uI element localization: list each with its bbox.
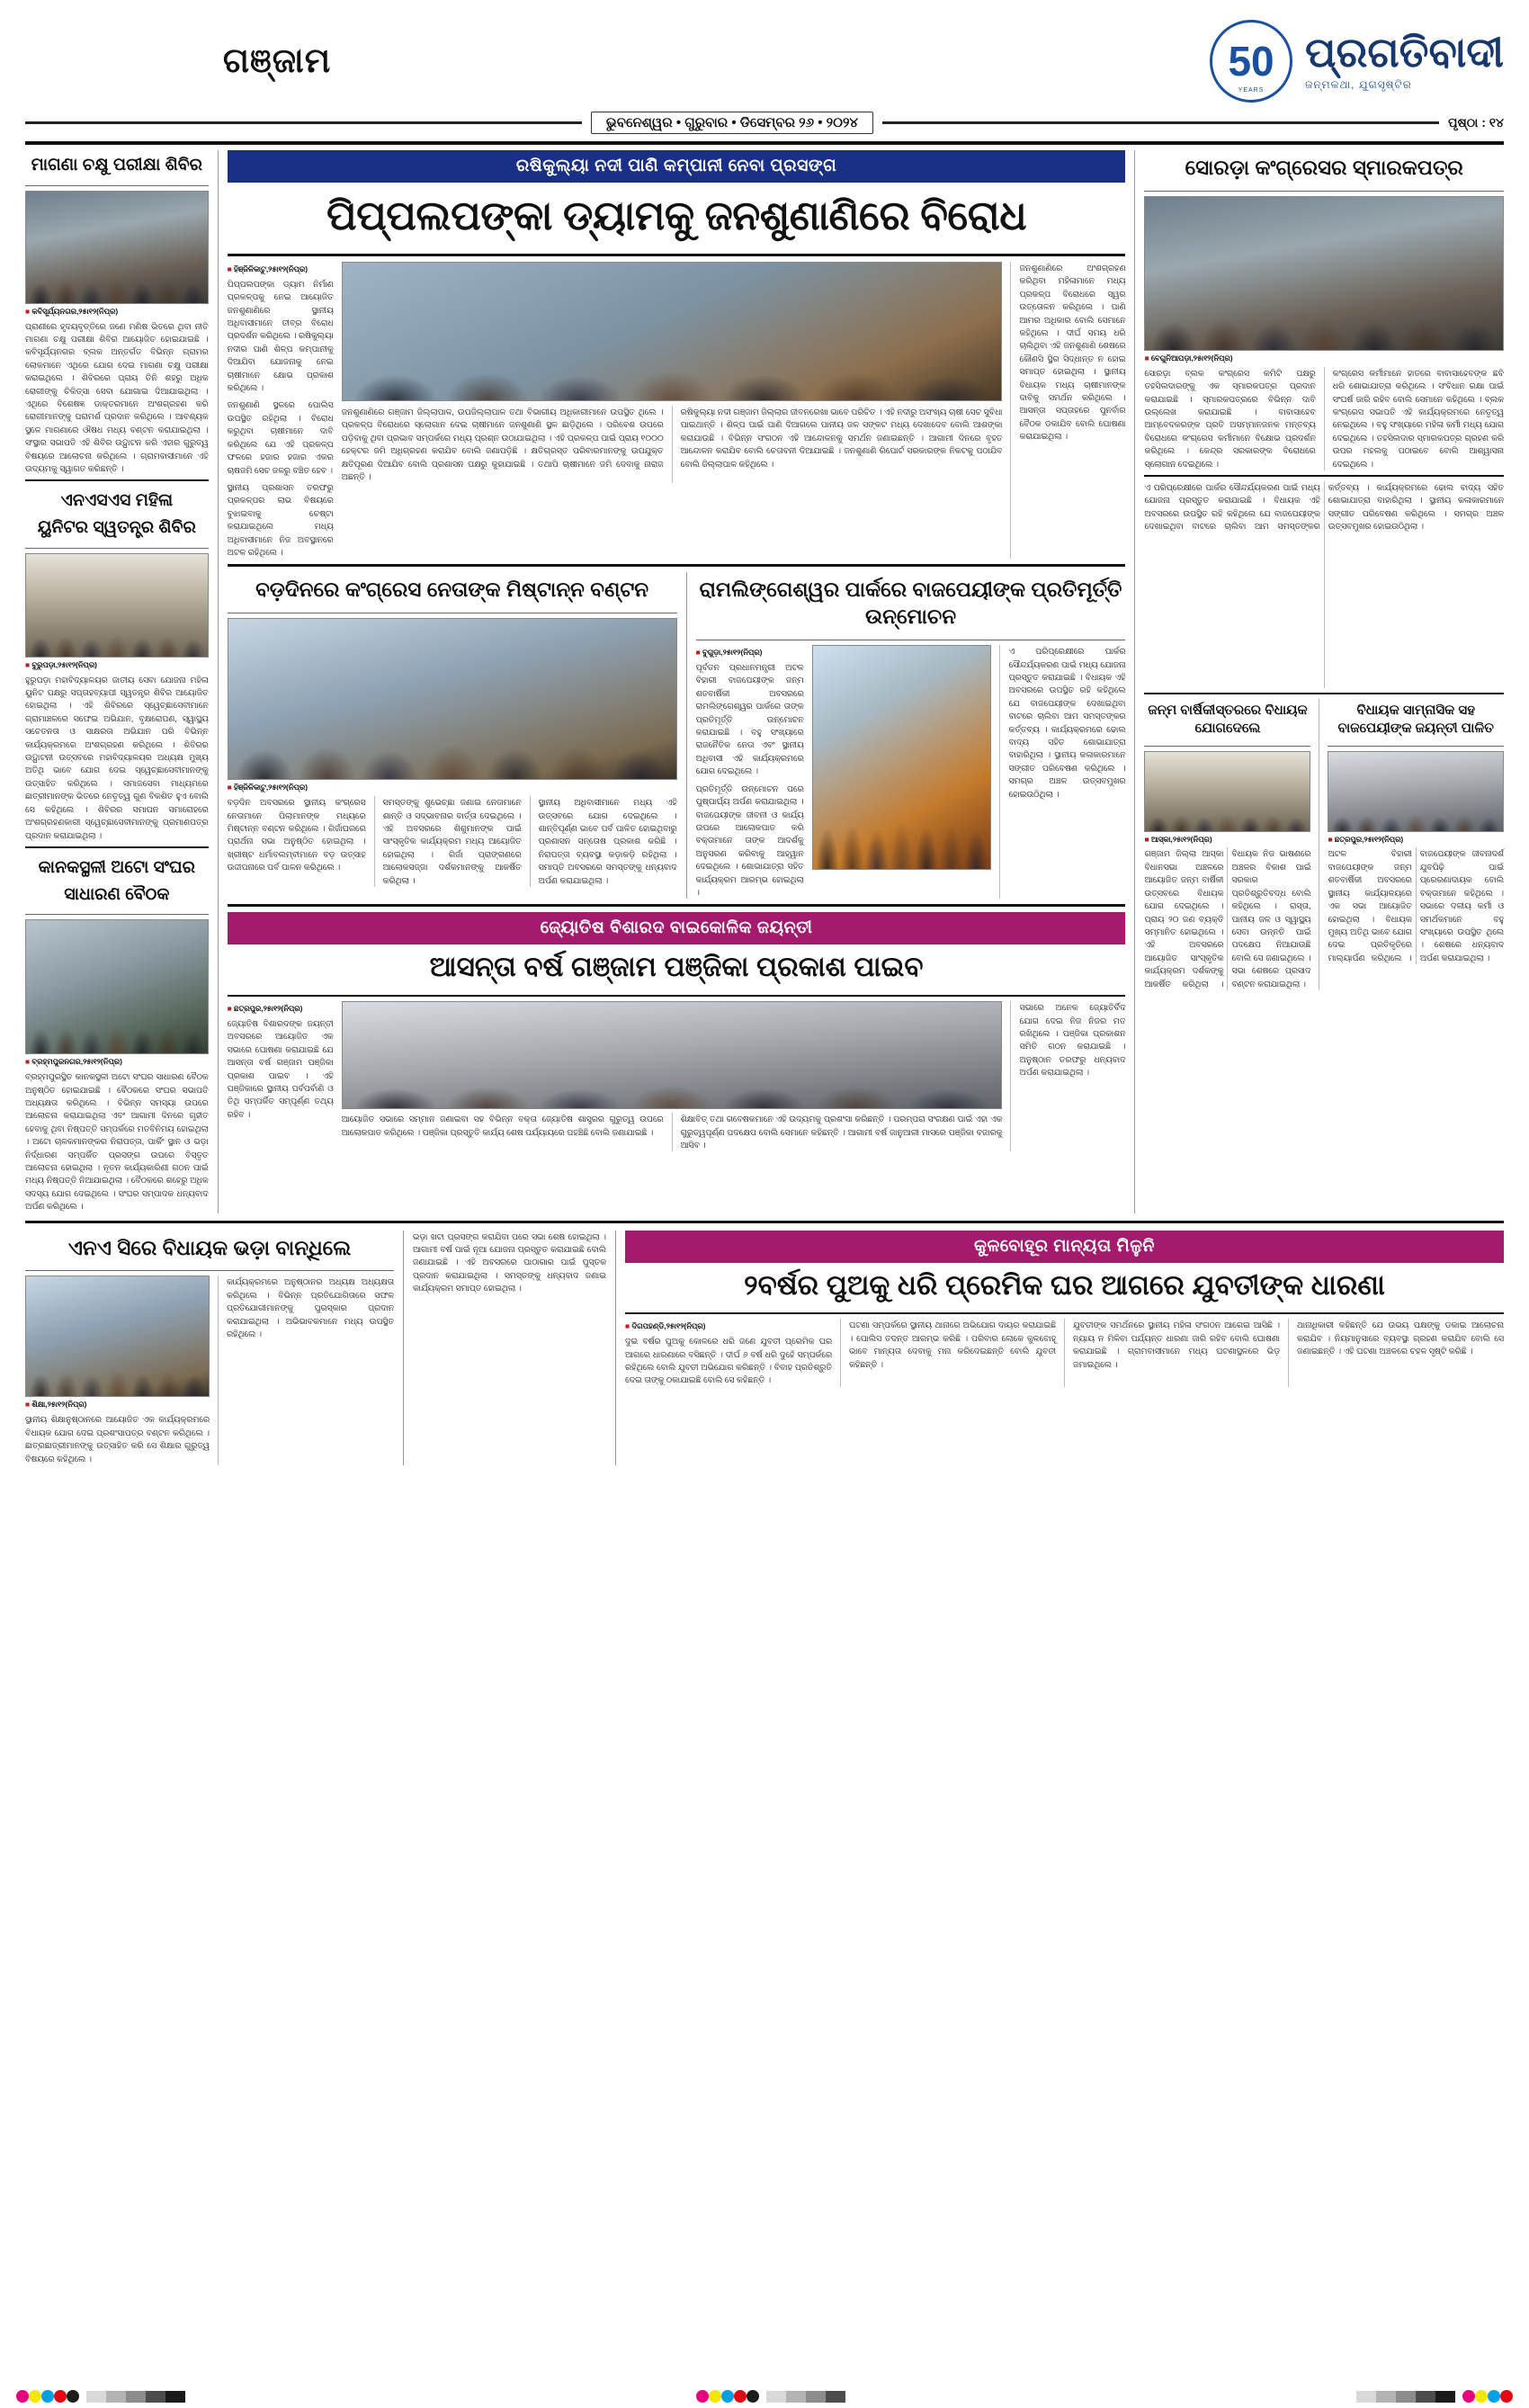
divider: [1010, 262, 1011, 559]
bullet-icon: ■: [1328, 834, 1333, 844]
divider: [530, 796, 531, 887]
photo-people-overlay: [343, 1050, 1002, 1108]
divider: [25, 1270, 394, 1271]
divider: [374, 796, 375, 887]
right-small-stories-row: [1144, 699, 1504, 990]
left-story-3-caption: [25, 1057, 209, 1067]
grey-ramp-left: [86, 2391, 185, 2403]
bottom-right-col-1-wrap: [625, 1319, 832, 1387]
lead-story-photo: [342, 262, 1003, 401]
photo-people-overlay: [1145, 787, 1310, 830]
left-story-2-headline-l1: ଏନଏସଏସ ମହିଳା: [60, 491, 174, 511]
bottom-right-story: [625, 1231, 1504, 1465]
bottom-right-col-1: ଦୁଇ ବର୍ଷର ପୁଅକୁ କୋଳରେ ଧରି ଜଣେ ଯୁବତୀ ପ୍ରେମିକ ଘର ଆଗରେ ଧାରଣାରେ ବସିଛନ୍ତି । ଦୀର୍ଘ ୬ ବର୍ଷ ଧରି ଦୁହେଁ ସମ୍ପର୍କରେ ରହିଥିଲେ ବୋଲି ଯୁବତୀ ଅଭିଯୋଗ କରିଛନ୍ତି । ବିବାହ ପ୍ରତିଶ୍ରୁତି ଦେଇ ତାଙ୍କୁ ଠକାଯାଇଛି ବୋଲି ସେ କହିଛନ୍ତି ।: [625, 1337, 832, 1385]
panchanga-story: [228, 912, 1126, 1151]
panchanga-col-2: ଆୟୋଜିତ ସଭାରେ ସମ୍ମାନ ଜଣାଇବା ସହ ବିଭିନ୍ନ ବକ୍ତା ଜ୍ୟୋତିଷ ଶାସ୍ତ୍ରର ଗୁରୁତ୍ୱ ଉପରେ ଆଲୋକପାତ କରିଥିଲେ । ପଞ୍ଜିକା ପ୍ରସ୍ତୁତି କାର୍ଯ୍ୟ ଶେଷ ପର୍ଯ୍ୟାୟରେ ପହଞ୍ଚିଛି ବୋଲି ଜଣାଯାଇଛି ।: [341, 1114, 664, 1137]
small-story-a-body: [1144, 847, 1310, 989]
bottom-left-col-1: ସ୍ଥାନୀୟ ଶିକ୍ଷାନୁଷ୍ଠାନରେ ଆୟୋଜିତ ଏକ କାର୍ଯ୍ୟକ୍ରମରେ ବିଧାୟକ ଯୋଗ ଦେଇ ପ୍ରଶଂସାପତ୍ର ବଣ୍ଟନ କରିଥିଲେ । ଛାତ୍ରଛାତ୍ରୀମାନଙ୍କୁ ଉତ୍ସାହିତ କରି ସେ ଶିକ୍ଷାର ଗୁରୁତ୍ୱ ବିଷୟରେ କହିଥିଲେ ।: [25, 1415, 210, 1464]
bottom-left-headline: ଏନଏ ସିରେ ବିଧାୟକ ଭଡ଼ା ବାନ୍ଧିଲେ: [67, 1235, 352, 1259]
color-dot-magenta: [696, 2390, 709, 2403]
caption-text: ବୁଗୁଡ଼ା,୨୫ା୧୨(ନିପ୍ର): [702, 648, 763, 658]
bullet-icon: ■: [25, 1057, 31, 1067]
right-column: [1144, 150, 1504, 1213]
bottom-divider: [25, 1221, 1504, 1223]
bullet-icon: ■: [227, 783, 232, 792]
date-rule-right: [882, 121, 1439, 124]
mid-left-headline: ବଡ଼ଦିନରେ କଂଗ୍ରେସ ନେତାଙ୍କ ମିଷ୍ଟାନ୍ନ ବଣ୍ଟନ: [255, 577, 649, 602]
photo-people-overlay: [26, 980, 208, 1053]
registration-left: [16, 2390, 185, 2403]
lead-story-kicker: ରଷିକୁଲ୍ୟା ନଦୀ ପାଣି କମ୍ପାନୀ ନେବା ପ୍ରସଙ୍ଗ: [228, 150, 1126, 183]
left-story-1-photo: [25, 191, 209, 304]
top-divider: [25, 141, 1504, 145]
bullet-icon: ■: [695, 648, 701, 658]
mid-right-col-2: ପ୍ରତିମୂର୍ତ୍ତି ଉନ୍ମୋଚନ ପରେ ପୁଷ୍ପାର୍ଘ୍ୟ ଅର୍ପଣ କରାଯାଇଥିଲା । ବାଜପେୟୀଙ୍କ ଜୀବନୀ ଓ କାର୍ଯ୍ୟ ଉପରେ ଆଲୋକପାତ କରି ବକ୍ତାମାନେ ତାଙ୍କ ଆଦର୍ଶକୁ ଅନୁସରଣ କରିବାକୁ ଆହ୍ୱାନ ଦେଇଥିଲେ । ଶୋଭାଯାତ୍ରା ସହିତ କାର୍ଯ୍ୟକ୍ରମ ଆରମ୍ଭ ହୋଇଥିଲା ।: [695, 783, 804, 897]
color-dot-red: [1500, 2390, 1513, 2403]
bottom-left-col-2: କାର୍ଯ୍ୟକ୍ରମରେ ଅନୁଷ୍ଠାନର ଅଧ୍ୟକ୍ଷ ଅଧ୍ୟକ୍ଷତା କରିଥିଲେ । ବିଭିନ୍ନ ପ୍ରତିଯୋଗିତାରେ ସଫଳ ପ୍ରତିଯୋଗୀମାନଙ୍କୁ ପୁରସ୍କାର ପ୍ରଦାନ କରାଯାଇଥିଲା । ଅଭିଭାବକମାନେ ମଧ୍ୟ ଉପସ୍ଥିତ ରହିଥିଲେ ।: [227, 1277, 394, 1339]
color-dot-black: [747, 2390, 759, 2403]
divider: [840, 1319, 841, 1387]
divider: [1288, 1319, 1289, 1387]
brand-tagline: ଜନ୍ମକଥା, ଯୁଗସୃଷ୍ଟିର: [1305, 77, 1412, 91]
divider: [672, 406, 673, 483]
divider: [1328, 746, 1504, 747]
color-dot-yellow: [1475, 2390, 1488, 2403]
panchanga-col-1: ଜ୍ୟୋତିଷ ବିଶାରଦଙ୍କ ଜୟନ୍ତୀ ଅବସରରେ ଆୟୋଜିତ ଏକ ସଭାରେ ଘୋଷଣା କରାଯାଇଛି ଯେ ଆସନ୍ତା ବର୍ଷ ଗଞ୍ଜାମ ପଞ୍ଜିକା ପ୍ରକାଶ ପାଇବ । ଏହି ପଞ୍ଜିକାରେ ସ୍ଥାନୀୟ ପର୍ବପର୍ବାଣି ଓ ତିଥି ସମ୍ପର୍କିତ ସମ୍ପୂର୍ଣ୍ଣ ତଥ୍ୟ ରହିବ ।: [227, 1019, 334, 1119]
color-dots-right: [1462, 2390, 1513, 2403]
mid-right-story: [696, 572, 1126, 899]
left-column: [25, 150, 209, 1213]
lead-para-3: ସ୍ଥାନୀୟ ପ୍ରଶାସନ ତରଫରୁ ପ୍ରକଳ୍ପର ଲାଭ ବିଷୟରେ ବୁଝାଇବାକୁ ଚେଷ୍ଟା କରାଯାଇଥିଲେ ମଧ୍ୟ ଅଧିବାସୀମାନେ ନିଜ ଅବସ୍ଥାନରେ ଅଟଳ ରହିଥିଲେ ।: [227, 482, 334, 557]
bullet-icon: ■: [25, 1400, 31, 1410]
date-bar: [25, 112, 1504, 134]
small-story-a-col-1: ଗଞ୍ଜାମ ଜିଲ୍ଲା ଆସ୍କା ବିଧାନସଭା ଅଞ୍ଚଳରେ ଆୟୋଜିତ ଜନ୍ମ ବାର୍ଷିକୀ ଉତ୍ସବରେ ବିଧାୟକ ଯୋଗ ଦେଇଥିଲେ । ପ୍ରାୟ ୨୦ ଜଣ ବ୍ୟକ୍ତି ସମ୍ମାନିତ ହୋଇଥିଲେ । ଏହି ଅବସରରେ ଆୟୋଜିତ ସାଂସ୍କୃତିକ କାର୍ଯ୍ୟକ୍ରମ ଦର୍ଶକଙ୍କୁ ଆକର୍ଷିତ କରିଥିଲା ।: [1144, 849, 1224, 989]
right-top-caption: [1144, 354, 1504, 363]
small-story-b-caption: [1328, 835, 1504, 845]
photo-people-overlay: [228, 691, 676, 779]
color-dot-magenta: [16, 2390, 29, 2403]
left-story-3-headline-l2: ସାଧାରଣ ବୈଠକ: [64, 884, 170, 904]
divider: [25, 479, 209, 481]
caption-text: ବୁରୁପଡ଼ା,୨୫ା୧୨(ନିପ୍ର): [31, 659, 97, 669]
brand-name: ପ୍ରଗତିବାଦୀ: [1305, 28, 1504, 76]
anniversary-logo-icon: [1210, 20, 1292, 103]
bottom-left-col-3: ଭଡ଼ା ଖଟା ପ୍ରସଙ୍ଗ କରାଯିବା ପରେ ସଭା ଶେଷ ହୋଇଥିଲା । ଆଗାମୀ ବର୍ଷ ପାଇଁ ନୂଆ ଯୋଜନା ପ୍ରସ୍ତୁତ କରାଯାଇଛି ବୋଲି ଜଣାଯାଇଛି । ଏହି ଅବସରରେ ପାଠାଗାର ପାଇଁ ପୁସ୍ତକ ପ୍ରଦାନ କରାଯାଇଥିଲା । ସମସ୍ତଙ୍କୁ ଧନ୍ୟବାଦ ଜଣାଇ କାର୍ଯ୍ୟକ୍ରମ ସମାପ୍ତ ହୋଇଥିଲା ।: [413, 1231, 606, 1294]
color-dot-magenta: [1462, 2390, 1475, 2403]
caption-text: ହିଞ୍ଜିଳିକାଟୁ,୨୫ା୧୨(ନିପ୍ର): [234, 783, 308, 792]
caption-text: ବ୍ରହ୍ମପୁରନଗର,୨୫ା୧୨(ନିପ୍ର): [31, 1057, 122, 1067]
bullet-icon: ■: [25, 659, 31, 669]
mid-right-headline: ରାମଲିଙ୍ଗେଶ୍ୱର ପାର୍କରେ ବାଜପେୟୀଙ୍କ ପ୍ରତିମୂର୍ତ୍ତି ଉନ୍ମୋଚନ: [699, 577, 1122, 629]
small-story-a-photo: [1144, 751, 1310, 832]
small-story-b-body: [1328, 847, 1504, 964]
divider: [1144, 693, 1504, 694]
lead-story-caption: [228, 264, 334, 274]
divider: [228, 904, 1126, 907]
left-story-3-photo: [25, 919, 209, 1054]
lead-para-2: ଜନଶୁଣାଣି ସ୍ଥଳରେ ପୋଲିସ ଉପସ୍ଥିତ ରହିଥିଲା । ବିରୋଧ କରୁଥିବା ଚାଷୀମାନେ ଦାବି କରିଥିଲେ ଯେ ଏହି ପ୍ରକଳ୍ପ ଫଳରେ ହଜାର ହଜାର ଏକର ଚାଷଜମି ସେଚ ଜଳରୁ ବଞ୍ଚିତ ହେବ ।: [227, 400, 334, 475]
mid-right-photo: [812, 645, 992, 870]
bullet-icon: ■: [227, 1004, 232, 1014]
panchanga-headline: ଆସନ୍ତା ବର୍ଷ ଗଞ୍ଜାମ ପଞ୍ଜିକା ପ୍ରକାଶ ପାଇବ: [429, 951, 924, 983]
bottom-right-headline: ୨ବର୍ଷର ପୁଅକୁ ଧରି ପ୍ରେମିକ ଘର ଆଗରେ ଯୁବତୀଙ୍କ ଧାରଣା: [744, 1268, 1385, 1301]
date-rule-left: [25, 121, 582, 124]
divider: [25, 846, 209, 848]
left-story-2-photo: [25, 553, 209, 658]
photo-people-overlay: [26, 1330, 209, 1396]
bullet-icon: ■: [1144, 353, 1149, 363]
color-dot-cyan: [1488, 2390, 1500, 2403]
lead-col-2: ଜନଶୁଣାଣିରେ ଗଞ୍ଜାମ ଜିଲ୍ଲାପାଳ, ଉପଜିଲ୍ଲାପାଳ ତଥା ବିଭାଗୀୟ ଅଧିକାରୀମାନେ ଉପସ୍ଥିତ ଥିଲେ । ପ୍ରକଳ୍ପ ବିରୋଧରେ ସ୍ଲୋଗାନ ଦେଇ ଚାଷୀମାନେ ଜନଶୁଣାଣି ସ୍ଥଳ ଛାଡ଼ିଥିଲେ । ପରିବେଶ ଉପରେ ପଡ଼ିବାକୁ ଥିବା ପ୍ରଭାବ ସମ୍ପର୍କରେ ମଧ୍ୟ ପ୍ରଶ୍ନ ଉଠାଯାଇଥିଲା । ଏହି ପ୍ରକଳ୍ପ ପାଇଁ ପ୍ରାୟ ୧୦୦୦ ହେକ୍ଟର ଜମି ଅଧିଗ୍ରହଣ କରାଯିବ ବୋଲି ଜଣାପଡ଼ିଛି । କ୍ଷତିଗ୍ରସ୍ତ ପରିବାରମାନଙ୍କୁ ଉପଯୁକ୍ତ କ୍ଷତିପୂରଣ ଦିଆଯିବ ବୋଲି ପ୍ରଶାସନ ପକ୍ଷରୁ କୁହାଯାଇଛି । ତଥାପି ଚାଷୀମାନେ ଜମି ଦେବାକୁ ନାରାଜ ଅଛନ୍ତି ।: [341, 407, 664, 481]
left-story-2-caption: [25, 660, 209, 670]
left-story-3: [25, 853, 209, 1213]
bullet-icon: ■: [625, 1321, 630, 1331]
registration-center: [696, 2390, 845, 2403]
photo-people-overlay: [26, 600, 208, 657]
brand-block: [1305, 28, 1504, 92]
color-dot-red: [54, 2390, 67, 2403]
divider: [672, 1113, 673, 1151]
bottom-left-story: [25, 1231, 394, 1465]
photo-people-overlay: [1328, 787, 1503, 830]
divider: [1010, 1001, 1011, 1151]
edition-title-text: ଗଞ୍ଜାମ: [222, 41, 332, 80]
lead-story-headline: ପିପ୍ପଲପଙ୍କା ଡ୍ୟାମକୁ ଜନଶୁଣାଣିରେ ବିରୋଧ: [326, 192, 1027, 238]
main-content: [16, 150, 1513, 1213]
panchanga-kicker: ଜ୍ୟୋତିଷ ବିଶାରଦ ବାଇକୋଳିକ ଜୟନ୍ତୀ: [228, 912, 1126, 944]
divider: [625, 1312, 1504, 1314]
divider: [1144, 746, 1310, 747]
bottom-right-kicker: କୁଳବୋହୂର ମାନ୍ୟତା ମିଳୁନି: [625, 1231, 1504, 1263]
center-column: [228, 150, 1126, 1213]
caption-text: ଛତ୍ରପୁର,୨୫ା୧୨(ନିପ୍ର): [1334, 834, 1404, 844]
registration-right: [1356, 2390, 1513, 2403]
left-story-1-headline: ମାଗଣା ଚକ୍ଷୁ ପରୀକ୍ଷା ଶିବିର: [31, 156, 203, 175]
right-top-col-2: କଂଗ୍ରେସ କର୍ମୀମାନେ ହାତରେ ବାବାସାହେବଙ୍କ ଛବି ଧରି ଶୋଭାଯାତ୍ରା କରିଥିଲେ । ସଂବିଧାନ ରକ୍ଷା ପାଇଁ ସଂଘର୍ଷ ଜାରି ରହିବ ବୋଲି ସେମାନେ କହିଥିଲେ । ବ୍ଲକ କଂଗ୍ରେସ ସଭାପତି ଏହି କାର୍ଯ୍ୟକ୍ରମରେ ନେତୃତ୍ୱ ନେଇଥିଲେ । ବହୁ ସଂଖ୍ୟାରେ ମହିଳା କର୍ମୀ ମଧ୍ୟ ଯୋଗ ଦେଇଥିଲେ । ତହସିଲଦାର ସ୍ମାରକପତ୍ର ଗ୍ରହଣ କରି ଉପର ମହଲକୁ ପଠାଇବେ ବୋଲି ଆଶ୍ୱାସନା ଦେଇଥିଲେ ।: [1332, 368, 1505, 469]
divider: [1144, 191, 1504, 192]
divider: [1144, 475, 1504, 477]
right-mid-filler: [1144, 481, 1504, 688]
color-dots-left: [16, 2390, 79, 2403]
column-divider: [403, 1231, 404, 1465]
lead-story: [228, 150, 1126, 559]
bottom-left-photo: [25, 1276, 210, 1397]
right-top-col-1: ସୋରଡ଼ା ବ୍ଲକ କଂଗ୍ରେସ କମିଟି ପକ୍ଷରୁ ତହସିଲଦାରଙ୍କୁ ଏକ ସ୍ମାରକପତ୍ର ପ୍ରଦାନ କରାଯାଇଛି । ସ୍ମାରକପତ୍ରରେ ବିଭିନ୍ନ ଦାବି ଉଲ୍ଲେଖ କରାଯାଇଛି । ବାବାସାହେବ ଆମ୍ବେଦକରଙ୍କ ପ୍ରତି ଅସମ୍ମାନଜନକ ମନ୍ତବ୍ୟ ବିରୋଧରେ କଂଗ୍ରେସ କର୍ମୀମାନେ ବିକ୍ଷୋଭ ପ୍ରଦର୍ଶନ କରିଥିଲେ । କେନ୍ଦ୍ର ସରକାରଙ୍କ ବିରୋଧରେ ସ୍ଲୋଗାନ ଦେଇଥିଲେ ।: [1144, 368, 1316, 469]
bullet-icon: ■: [1144, 834, 1149, 844]
small-story-b-headline: ବିଧାୟକ ସାମ୍ନାସିକ ସହ ବାଜପେୟୀଙ୍କ ଜୟନ୍ତୀ ପାଳିତ: [1337, 703, 1494, 737]
right-mid-text: ଏ ପରିପ୍ରେକ୍ଷୀରେ ପାର୍କର ସୌନ୍ଦର୍ଯ୍ୟକରଣ ପାଇଁ ମଧ୍ୟ ଯୋଜନା ପ୍ରସ୍ତୁତ କରାଯାଇଛି । ବିଧାୟକ ଏହି ଅବସରରେ ଉପସ୍ଥିତ ରହି କହିଥିଲେ ଯେ ବାଜପେୟୀଙ୍କ ଦେଖାଇଥିବା ବାଟରେ ଚାଲିବା ଆମ ସମସ୍ତଙ୍କର କର୍ତ୍ତବ୍ୟ । କାର୍ଯ୍ୟକ୍ରମରେ ଢୋଲ ବାଦ୍ୟ ସହିତ ଶୋଭାଯାତ୍ରା ବାହାରିଥିଲା । ସ୍ଥାନୀୟ କଳାକାରମାନେ ସଙ୍ଗୀତ ପରିବେଷଣ କରିଥିଲେ । ସମଗ୍ର ଅଞ୍ଚଳ ଉତ୍ସବମୁଖର ହୋଇଉଠିଥିଲା ।: [1144, 483, 1504, 532]
logo-number-text: 50: [1228, 38, 1274, 85]
logo-years-text: YEARS: [1238, 87, 1265, 94]
mid-right-col-1: ପୂର୍ବତନ ପ୍ରଧାନମନ୍ତ୍ରୀ ଅଟଳ ବିହାରୀ ବାଜପେୟୀଙ୍କ ଜନ୍ମ ଶତବାର୍ଷିକୀ ଅବସରରେ ରାମଲିଙ୍ଗେଶ୍ୱର ପାର୍କରେ ତାଙ୍କ ପ୍ରତିମୂର୍ତ୍ତି ଉନ୍ମୋଚନ କରାଯାଇଛି । ବହୁ ସଂଖ୍ୟାରେ ରାଜନୈତିକ ନେତା ଏବଂ ସ୍ଥାନୀୟ ଅଧିବାସୀ ଏହି କାର୍ଯ୍ୟକ୍ରମରେ ଯୋଗ ଦେଇଥିଲେ ।: [695, 663, 804, 776]
left-story-2-headline-l2: ୟୁନିଟର ସ୍ୱତନ୍ତ୍ର ଶିବିର: [37, 518, 196, 538]
divider: [218, 1276, 219, 1465]
bullet-icon: ■: [227, 264, 232, 273]
caption-text: ବେଗୁନିଆପଡ଼ା,୨୫ା୧୨(ନିପ୍ର): [1150, 353, 1233, 363]
divider: [228, 995, 1126, 997]
column-divider: [615, 1231, 616, 1465]
small-story-b-col-1: ଅଟଳ ବିହାରୀ ବାଜପେୟୀଙ୍କ ଜନ୍ମ ଶତବାର୍ଷିକୀ ଅବସରରେ ସ୍ଥାନୀୟ କାର୍ଯ୍ୟାଳୟରେ ଏକ ସଭା ଆୟୋଜିତ ହୋଇଥିଲା । ବିଧାୟକ ମୁଖ୍ୟ ଅତିଥି ଭାବେ ଯୋଗ ଦେଇ ପ୍ରତିକୃତିରେ ମାଲ୍ୟାର୍ପଣ କରିଥିଲେ ।: [1328, 849, 1412, 962]
bullet-icon: ■: [25, 306, 31, 316]
bottom-right-col-2: ଘଟଣା ସମ୍ପର୍କରେ ସ୍ଥାନୀୟ ଥାନାରେ ଅଭିଯୋଗ ଦାୟର କରାଯାଇଛି । ପୋଲିସ ତଦନ୍ତ ଆରମ୍ଭ କରିଛି । ପରିବାର ଲୋକେ କୁଳବୋହୂ ଭାବେ ମାନ୍ୟତା ଦେବାକୁ ମନା କରିଦେଇଛନ୍ତି ବୋଲି ଯୁବତୀ କହିଛନ୍ତି ।: [849, 1320, 1056, 1369]
grey-ramp-center: [766, 2391, 845, 2403]
publication-date: ଭୁବନେଶ୍ୱର • ଗୁରୁବାର • ଡିସେମ୍ବର ୨୬ • ୨୦୨୪: [591, 112, 873, 134]
column-divider: [686, 572, 687, 899]
left-story-1: [25, 150, 209, 475]
divider: [1324, 367, 1325, 470]
panchanga-col-1-wrap: [228, 1001, 334, 1151]
mid-left-col-3: ସ୍ଥାନୀୟ ଅଧିବାସୀମାନେ ମଧ୍ୟ ଏହି ଉତ୍ସବରେ ଯୋଗ ଦେଇଥିଲେ । ଶାନ୍ତିପୂର୍ଣ୍ଣ ଭାବେ ପର୍ବ ପାଳିତ ହୋଇଥିବାରୁ ପ୍ରଶାସନ ସନ୍ତୋଷ ପ୍ରକାଶ କରିଛି । ନିରାପତ୍ତା ବ୍ୟବସ୍ଥା କଡ଼ାକଡ଼ି ରହିଥିଲା । ସମାପ୍ତି ଅବସରରେ ସମସ୍ତଙ୍କୁ ଧନ୍ୟବାଦ ଅର୍ପଣ କରାଯାଇଥିଲା ।: [538, 798, 677, 885]
lead-col-1: [228, 262, 334, 559]
left-story-3-headline-l1: କାନକସ୍ଥଳୀ ଅଟୋ ସଂଘର: [38, 857, 196, 877]
mid-left-col-2: ସମସ୍ତଙ୍କୁ ଶୁଭେଚ୍ଛା ଜଣାଇ ନେତାମାନେ ଶାନ୍ତି ଓ ସଦ୍ଭାବନାର ବାର୍ତ୍ତା ଦେଇଥିଲେ । ଏହି ଅବସରରେ ଶିଶୁମାନଙ୍କ ପାଇଁ ସାଂସ୍କୃତିକ କାର୍ଯ୍ୟକ୍ରମ ମଧ୍ୟ ଆୟୋଜିତ ହୋଇଥିଲା । ଗିର୍ଜା ପ୍ରାଙ୍ଗଣରେ ଆଲୋକସଜ୍ଜା ଦର୍ଶକମାନଙ୍କୁ ଆକର୍ଷିତ କରିଥିଲା ।: [382, 798, 522, 885]
bottom-left-photo-wrap: [25, 1276, 210, 1465]
photo-people-overlay: [26, 241, 208, 302]
caption-text: ଶିକ୍ଷା,୨୫ା୧୨(ନିପ୍ର): [31, 1400, 87, 1410]
right-top-headline: ସୋରଡ଼ା କଂଗ୍ରେସର ସ୍ମାରକପତ୍ର: [1185, 156, 1463, 179]
left-story-1-caption: [25, 307, 209, 317]
divider: [1064, 1319, 1065, 1387]
lead-para-1: ପିପ୍ପଲପଙ୍କା ଡ୍ୟାମ ନିର୍ମାଣ ପ୍ରକଳ୍ପକୁ ନେଇ ଆୟୋଜିତ ଜନଶୁଣାଣିରେ ସ୍ଥାନୀୟ ଅଧିବାସୀମାନେ ତୀବ୍ର ବିରୋଧ ପ୍ରଦର୍ଶନ କରିଥିଲେ । ରଷିକୁଲ୍ୟା ନଦୀର ପାଣି ଶିଳ୍ପ କମ୍ପାନୀକୁ ଦିଆଯିବା ଯୋଜନାକୁ ନେଇ ଚାଷୀମାନେ କ୍ଷୋଭ ପ୍ରକାଶ କରିଥିଲେ ।: [227, 279, 334, 393]
color-dot-cyan: [721, 2390, 734, 2403]
mid-left-col-1: ବଡ଼ଦିନ ଅବସରରେ ସ୍ଥାନୀୟ କଂଗ୍ରେସ ନେତାମାନେ ପିଲାମାନଙ୍କ ମଧ୍ୟରେ ମିଷ୍ଟାନ୍ନ ବଣ୍ଟନ କରିଥିଲେ । ଗିର୍ଜାଘରରେ ପ୍ରାର୍ଥନା ସଭା ଅନୁଷ୍ଠିତ ହୋଇଥିଲା । ଖ୍ରୀଷ୍ଟ ଧର୍ମାବଲମ୍ବୀମାନେ ବଡ଼ ଉତ୍ସାହ ଉଦ୍ଦୀପନାରେ ପର୍ବ ପାଳନ କରିଥିଲେ ।: [227, 798, 366, 873]
column-divider: [1134, 150, 1135, 1213]
mid-right-caption: [696, 648, 804, 658]
right-top-photo: [1144, 196, 1504, 351]
small-story-b: [1328, 699, 1504, 990]
panchanga-col-3: ଶିକ୍ଷାବିତ୍ ତଥା ଗବେଷକମାନେ ଏହି ଉଦ୍ୟମକୁ ପ୍ରଶଂସା କରିଛନ୍ତି । ପରମ୍ପରା ସଂରକ୍ଷଣ ପାଇଁ ଏହା ଏକ ଗୁରୁତ୍ୱପୂର୍ଣ୍ଣ ପଦକ୍ଷେପ ବୋଲି ସେମାନେ କହିଛନ୍ତି । ଆଗାମୀ ବର୍ଷ ଜାନୁଆରୀ ମାସରେ ପଞ୍ଜିକା ବଜାରକୁ ଆସିବ ।: [680, 1114, 1003, 1150]
panchanga-photo: [342, 1001, 1003, 1109]
color-dot-red: [734, 2390, 747, 2403]
divider: [25, 914, 209, 915]
masthead-brand-block: [1036, 20, 1504, 103]
mid-right-photo-wrap: [812, 645, 992, 899]
color-dot-cyan: [41, 2390, 54, 2403]
column-divider: [218, 150, 219, 1213]
grey-ramp-right: [1356, 2391, 1455, 2403]
page-number: ପୃଷ୍ଠା : ୧୪: [1447, 115, 1505, 130]
mid-right-col-3: ଏ ପରିପ୍ରେକ୍ଷୀରେ ପାର୍କର ସୌନ୍ଦର୍ଯ୍ୟକରଣ ପାଇଁ ମଧ୍ୟ ଯୋଜନା ପ୍ରସ୍ତୁତ କରାଯାଇଛି । ବିଧାୟକ ଏହି ଅବସରରେ ଉପସ୍ଥିତ ରହି କହିଥିଲେ ଯେ ବାଜପେୟୀଙ୍କ ଦେଖାଇଥିବା ବାଟରେ ଚାଲିବା ଆମ ସମସ୍ତଙ୍କର କର୍ତ୍ତବ୍ୟ । କାର୍ଯ୍ୟକ୍ରମରେ ଢୋଲ ବାଦ୍ୟ ସହିତ ଶୋଭାଯାତ୍ରା ବାହାରିଥିଲା । ସ୍ଥାନୀୟ କଳାକାରମାନେ ସଙ୍ଗୀତ ପରିବେଷଣ କରିଥିଲେ । ସମଗ୍ର ଅଞ୍ଚଳ ଉତ୍ସବମୁଖର ହୋଇଉଠିଥିଲା ।: [1008, 647, 1126, 799]
mid-stories-row: [228, 572, 1126, 899]
caption-text: ହିଞ୍ଜିଳିକାଟୁ,୨୫ା୧୨(ନିପ୍ର): [234, 264, 308, 273]
print-registration-bar: [16, 2390, 1513, 2403]
masthead-edition-title: [25, 42, 529, 81]
photo-people-overlay: [1145, 265, 1503, 350]
divider: [999, 645, 1000, 899]
left-story-2: [25, 486, 209, 841]
masthead: [16, 13, 1513, 110]
divider: [25, 548, 209, 549]
lead-photo-and-text: [342, 262, 1003, 559]
left-story-3-body: ବ୍ରହ୍ମପୁରସ୍ଥିତ କାନକସ୍ଥଳୀ ଅଟୋ ସଂଘର ସାଧାରଣ ବୈଠକ ଅନୁଷ୍ଠିତ ହୋଇଯାଇଛି । ବୈଠକରେ ସଂଘର ସଭାପତି ଅଧ୍ୟକ୍ଷତା କରିଥିଲେ । ବିଭିନ୍ନ ସମସ୍ୟା ଉପରେ ଆଲୋଚନା କରାଯାଇଥିଲା ଏବଂ ଆଗାମୀ ଦିନରେ ଗୃହୀତ ହେବାକୁ ଥିବା ନିଷ୍ପତ୍ତି ସମ୍ପର୍କରେ ମତବିନିମୟ ହୋଇଥିଲା । ଅଟୋ ଚାଳକମାନଙ୍କର ନିରାପତ୍ତା, ପାର୍କିଂ ସ୍ଥାନ ଓ ଭଡ଼ା ନିର୍ଦ୍ଧାରଣ ସମ୍ପର୍କିତ ପ୍ରସଙ୍ଗ ଉପରେ ବିସ୍ତୃତ ଆଲୋଚନା ହୋଇଥିଲା । ନୂତନ କାର୍ଯ୍ୟକାରିଣୀ ଗଠନ ପାଇଁ ମଧ୍ୟ ନିଷ୍ପତ୍ତି ନିଆଯାଇଥିଲା । ବୈଠକରେ ଶହେରୁ ଅଧିକ ସଦସ୍ୟ ଯୋଗ ଦେଇଥିଲେ । ସଂଘର ସମ୍ପାଦକ ଧନ୍ୟବାଦ ଅର୍ପଣ କରିଥିଲେ ।: [25, 1072, 209, 1212]
photo-people-overlay: [343, 325, 1002, 400]
bottom-band: [16, 1231, 1513, 1465]
divider: [228, 254, 1126, 256]
color-dot-yellow: [709, 2390, 721, 2403]
bottom-right-col-4: ଥାନାଧିକାରୀ କହିଛନ୍ତି ଯେ ଉଭୟ ପକ୍ଷଙ୍କୁ ଡକାଇ ଆଲୋଚନା କରାଯିବ । ନିୟମାନୁସାରେ ବ୍ୟବସ୍ଥା ଗ୍ରହଣ କରାଯିବ ବୋଲି ସେ ଜଣାଇଛନ୍ତି । ଏହି ଘଟଣା ଅଞ୍ଚଳରେ ଚହଳ ସୃଷ୍ଟି କରିଛି ।: [1297, 1320, 1504, 1356]
small-story-b-col-2: ବାଜପେୟୀଙ୍କ ଜୀବନାଦର୍ଶ ଯୁବପିଢ଼ି ପାଇଁ ପ୍ରେରଣାଦାୟକ ବୋଲି ବକ୍ତାମାନେ କହିଥିଲେ । ସଭାରେ ଦଳୀୟ କର୍ମୀ ଓ ସମର୍ଥକମାନେ ବହୁ ସଂଖ୍ୟାରେ ଉପସ୍ଥିତ ଥିଲେ । ଶେଷରେ ଧନ୍ୟବାଦ ଅର୍ପଣ କରାଯାଇଥିଲା ।: [1419, 849, 1504, 962]
color-dots-center: [696, 2390, 759, 2403]
caption-text: କବିସୂର୍ଯ୍ୟନଗର,୨୫ା୧୨(ନିପ୍ର): [31, 306, 119, 316]
lead-col-4: ଜନଶୁଣାଣିରେ ଅଂଶଗ୍ରହଣ କରିଥିବା ମହିଳାମାନେ ମଧ୍ୟ ପ୍ରକଳ୍ପ ବିରୋଧରେ ସ୍ୱର ଉତ୍ତୋଳନ କରିଥିଲେ । ପାଣି ଆମର ଅଧିକାର ବୋଲି ସେମାନେ କହିଥିଲେ । ଦୀର୍ଘ ସମୟ ଧରି ଚାଲିଥିବା ଏହି ଜନଶୁଣାଣି ଶେଷରେ କୌଣସି ସ୍ଥିର ସିଦ୍ଧାନ୍ତ ନ ହୋଇ ସମାପ୍ତ ହୋଇଥିଲା । ସ୍ଥାନୀୟ ବିଧାୟକ ମଧ୍ୟ ଚାଷୀମାନଙ୍କ ଦାବିକୁ ସମର୍ଥନ କରିଥିଲେ । ଆସନ୍ତା ସପ୍ତାହରେ ପୁନର୍ବାର ବୈଠକ ଡକାଯିବ ବୋଲି ଘୋଷଣା କରାଯାଇଥିଲା ।: [1019, 263, 1126, 442]
panchanga-photo-wrap: [342, 1001, 1003, 1151]
photo-people-overlay: [813, 747, 991, 869]
lead-story-body-grid: [228, 262, 1126, 559]
small-story-a-col-2: ବିଧାୟକ ନିଜ ଭାଷଣରେ ଅଞ୍ଚଳର ବିକାଶ ପାଇଁ ସରକାର ପ୍ରତିଶ୍ରୁତିବଦ୍ଧ ବୋଲି କହିଥିଲେ । ରାସ୍ତା, ପାନୀୟ ଜଳ ଓ ସ୍ୱାସ୍ଥ୍ୟ ସେବା ଉନ୍ନତି ପାଇଁ ପଦକ୍ଷେପ ନିଆଯାଉଛି ବୋଲି ସେ ଜଣାଇଥିଲେ । ସଭା ଶେଷରେ ପ୍ରସାଦ ବଣ୍ଟନ କରାଯାଇଥିଲା ।: [1231, 849, 1311, 989]
bottom-left-caption: [25, 1400, 210, 1410]
caption-text: ଆସ୍କା,୨୫ା୧୨(ନିପ୍ର): [1150, 834, 1212, 844]
mid-left-caption: [228, 783, 677, 792]
left-story-2-body: ହୁରୁପଡ଼ା ମହାବିଦ୍ୟାଳୟର ଜାତୀୟ ସେବା ଯୋଜନା ମହିଳା ୟୁନିଟ ପକ୍ଷରୁ ସପ୍ତାହବ୍ୟାପୀ ସ୍ୱତନ୍ତ୍ର ଶିବିର ଆୟୋଜିତ ହୋଇଥିଲା । ଏହି ଶିବିରରେ ସ୍ୱେଚ୍ଛାସେବୀମାନେ ଗ୍ରାମାଞ୍ଚଳରେ ସଫେଇ ଅଭିଯାନ, ବୃକ୍ଷରୋପଣ, ସ୍ୱାସ୍ଥ୍ୟ ସଚେତନତା ଓ ସାକ୍ଷରତା ଅଭିଯାନ ପରି ବିଭିନ୍ନ କାର୍ଯ୍ୟକ୍ରମରେ ଅଂଶଗ୍ରହଣ କରିଥିଲେ । ଶିବିରର ଉଦ୍ଘାଟନୀ ଉତ୍ସବରେ ମହାବିଦ୍ୟାଳୟର ଅଧ୍ୟକ୍ଷ ମୁଖ୍ୟ ଅତିଥି ଭାବେ ଯୋଗ ଦେଇ ସ୍ୱେଚ୍ଛାସେବୀମାନଙ୍କୁ ଉତ୍ସାହିତ କରିଥିଲେ । ସମାଜସେବା ମାଧ୍ୟମରେ ଛାତ୍ରୀମାନଙ୍କ ଭିତରେ ନେତୃତ୍ୱ ଗୁଣ ବିକଶିତ ହୁଏ ବୋଲି ସେ କହିଥିଲେ । ଶିବିରର ସମାପନ ସମାରୋହରେ ଅଂଶଗ୍ରହଣକାରୀ ସ୍ୱେଚ୍ଛାସେବୀମାନଙ୍କୁ ପ୍ରମାଣପତ୍ର ପ୍ରଦାନ କରାଯାଇଥିଲା ।: [25, 675, 209, 840]
panchanga-caption: [228, 1004, 334, 1014]
panchanga-col-4: ସଭାରେ ଅନେକ ଜ୍ୟୋତିର୍ବିଦ ଯୋଗ ଦେଇ ନିଜ ନିଜର ମତ ରଖିଥିଲେ । ପଞ୍ଜିକା ପ୍ରକାଶନ ସମିତି ଗଠନ କରାଯାଇଛି । ଅନୁଷ୍ଠାନ ତରଫରୁ ଧନ୍ୟବାଦ ଅର୍ପଣ କରାଯାଇଥିଲା ।: [1019, 1003, 1126, 1078]
bottom-right-caption: [625, 1321, 832, 1331]
lead-lower-columns: [342, 406, 1003, 483]
mid-left-story: [228, 572, 677, 899]
left-story-1-body: ପ୍ରାଣୀରେ ହୃଦୟବୃତ୍ତିରେ ଜଣେ ମଣିଷ ଭିତରେ ଥିବା ନୀତି ମାଗଣା ଚକ୍ଷୁ ପରୀକ୍ଷା ଶିବିର ଆୟୋଜିତ ହୋଇଯାଇଛି । କବିସୂର୍ଯ୍ୟନଗର ବ୍ଲକ ଅନ୍ତର୍ଗତ ବିଭିନ୍ନ ଗ୍ରାମର ଲୋକମାନେ ଏଥିରେ ଯୋଗ ଦେଇ ମାଗଣା ଚକ୍ଷୁ ପରୀକ୍ଷା କରାଇଥିଲେ । ଶିବିରରେ ପ୍ରାୟ ତିନି ଶହରୁ ଅଧିକ ରୋଗୀଙ୍କୁ ଚିକିତ୍ସା ସେବା ଯୋଗାଇ ଦିଆଯାଇଥିଲା । ଏଥିରେ ବିଶେଷଜ୍ଞ ଡାକ୍ତରମାନେ ଅଂଶଗ୍ରହଣ କରି ରୋଗୀମାନଙ୍କୁ ପରାମର୍ଶ ପ୍ରଦାନ କରିଥିଲେ । ଆବଶ୍ୟକ ସ୍ଥଳେ ମାଗଣାରେ ଔଷଧ ମଧ୍ୟ ବଣ୍ଟନ କରାଯାଇଥିଲା । ସଂସ୍ଥାର ସଭାପତି ଏହି ଶିବିର ଉଦ୍ଘାଟନ କରି ଏହାର ଗୁରୁତ୍ୱ ବିଷୟରେ ଆଲୋଚନା କରିଥିଲେ । ଗ୍ରାମବାସୀମାନେ ଏହି ଉଦ୍ୟମକୁ ସ୍ୱାଗତ କରିଛନ୍ତି ।: [25, 321, 209, 474]
mid-left-photo: [228, 618, 677, 780]
bottom-right-col-3: ଯୁବତୀଙ୍କ ସମର୍ଥନରେ ସ୍ଥାନୀୟ ମହିଳା ସଂଗଠନ ଆଗେଇ ଆସିଛି । ନ୍ୟାୟ ନ ମିଳିବା ପର୍ଯ୍ୟନ୍ତ ଧାରଣା ଜାରି ରହିବ ବୋଲି ଘୋଷଣା କରାଯାଇଛି । ଗ୍ରାମବାସୀମାନେ ମଧ୍ୟ ଘଟଣାସ୍ଥଳରେ ଭିଡ଼ ଜମାଇଥିଲେ ।: [1073, 1320, 1280, 1369]
divider: [25, 185, 209, 186]
small-story-a-headline: ଜନ୍ମ ବାର୍ଷିକୀସ୍ତରରେ ବିଧାୟକ ଯୋଗଦେଲେ: [1148, 703, 1308, 737]
small-story-a: [1144, 699, 1310, 990]
caption-text: ଦିଗପହଣ୍ଡି,୨୫ା୧୨(ନିପ୍ର): [631, 1321, 706, 1331]
small-story-a-caption: [1144, 835, 1310, 845]
color-dot-yellow: [29, 2390, 41, 2403]
right-top-story: [1144, 150, 1504, 470]
caption-text: ଛତ୍ରପୁର,୨୫ା୧୨(ନିପ୍ର): [234, 1004, 303, 1014]
lead-col-3: ରଷିକୁଲ୍ୟା ନଦୀ ଗଞ୍ଜାମ ଜିଲ୍ଲାର ଜୀବନରେଖା ଭାବେ ପରିଚିତ । ଏହି ନଦୀରୁ ଅସଂଖ୍ୟ ଚାଷୀ ସେଚ ସୁବିଧା ପାଇଥାନ୍ତି । ଶିଳ୍ପ ପାଇଁ ପାଣି ଦିଆଗଲେ ପାନୀୟ ଜଳ ସଙ୍କଟ ମଧ୍ୟ ଦେଖାଦେବ ବୋଲି ଆଶଙ୍କା କରାଯାଉଛି । ବିଭିନ୍ନ ସଂଗଠନ ଏହି ଆନ୍ଦୋଳନକୁ ସମର୍ଥନ ଜଣାଇଛନ୍ତି । ଆଗାମୀ ଦିନରେ ବୃହତ ଆନ୍ଦୋଳନ କରାଯିବ ବୋଲି ଚେତାବନୀ ଦିଆଯାଇଛି । ଜନଶୁଣାଣି ରିପୋର୍ଟ ସରକାରଙ୍କ ନିକଟକୁ ପଠାଯିବ ବୋଲି ଜିଲ୍ଲାପାଳ କହିଥିଲେ ।: [680, 407, 1003, 469]
mid-right-col-1-wrap: [696, 645, 804, 899]
small-story-b-photo: [1328, 751, 1504, 832]
color-dot-black: [67, 2390, 79, 2403]
divider: [228, 564, 1126, 567]
